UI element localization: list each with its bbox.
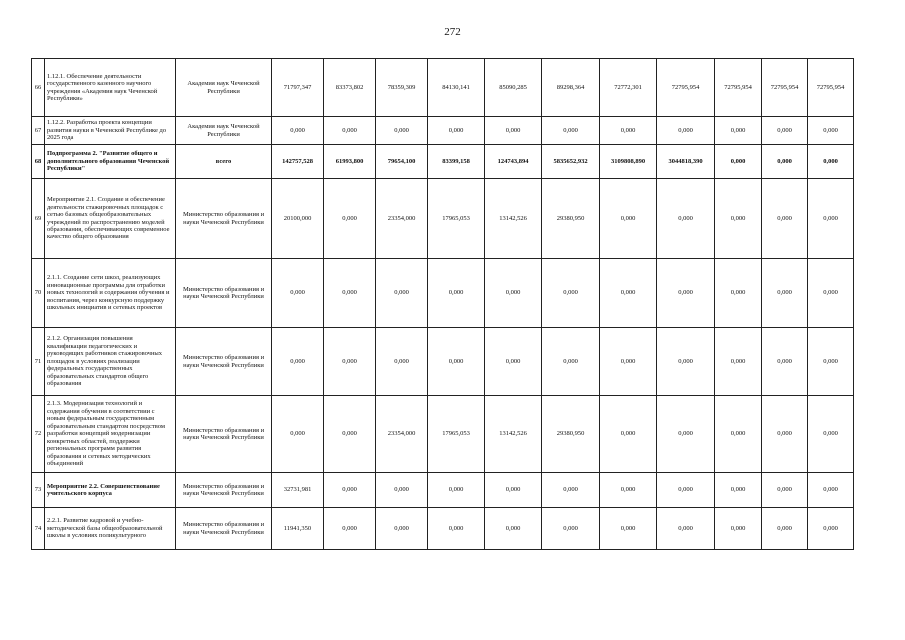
activity-name: Подпрограмма 2. "Развитие общего и дополнительного образования Чеченской Республики" bbox=[45, 145, 176, 179]
funding-value: 0,000 bbox=[376, 328, 428, 396]
funding-value: 0,000 bbox=[762, 396, 808, 473]
funding-value: 23354,000 bbox=[376, 179, 428, 259]
funding-value: 0,000 bbox=[272, 259, 324, 328]
funding-value: 0,000 bbox=[542, 259, 600, 328]
funding-value: 0,000 bbox=[324, 259, 376, 328]
funding-value: 0,000 bbox=[376, 473, 428, 508]
funding-value: 0,000 bbox=[428, 328, 485, 396]
funding-value: 0,000 bbox=[715, 473, 762, 508]
executor: Министерство образования и науки Чеченской Республики bbox=[176, 179, 272, 259]
activity-name: Мероприятие 2.1. Создание и обеспечение деятельности стажировочных площадок с сетью базовых общеобразовательных учреждений по распространению моделей образования, обеспечивающих современное качество общего образования bbox=[45, 179, 176, 259]
executor: Министерство образования и науки Чеченской Республики bbox=[176, 396, 272, 473]
funding-value: 29380,950 bbox=[542, 396, 600, 473]
executor: Академия наук Чеченской Республики bbox=[176, 59, 272, 117]
funding-value: 0,000 bbox=[808, 508, 854, 550]
activity-name: 1.12.2. Разработка проекта концепции развития науки в Чеченской Республике до 2025 года bbox=[45, 117, 176, 145]
funding-value: 72772,301 bbox=[600, 59, 657, 117]
funding-value: 17965,053 bbox=[428, 179, 485, 259]
funding-value: 0,000 bbox=[762, 508, 808, 550]
row-number: 67 bbox=[32, 117, 45, 145]
row-number: 68 bbox=[32, 145, 45, 179]
funding-value: 0,000 bbox=[657, 473, 715, 508]
funding-value: 0,000 bbox=[485, 328, 542, 396]
row-number: 72 bbox=[32, 396, 45, 473]
funding-value: 3044818,390 bbox=[657, 145, 715, 179]
funding-value: 11941,350 bbox=[272, 508, 324, 550]
funding-value: 142757,528 bbox=[272, 145, 324, 179]
funding-value: 0,000 bbox=[428, 117, 485, 145]
executor: Министерство образования и науки Чеченской Республики bbox=[176, 259, 272, 328]
executor: Министерство образования и науки Чеченской Республики bbox=[176, 508, 272, 550]
row-number: 73 bbox=[32, 473, 45, 508]
funding-value: 0,000 bbox=[600, 396, 657, 473]
funding-value: 0,000 bbox=[657, 508, 715, 550]
funding-value: 0,000 bbox=[542, 328, 600, 396]
funding-value: 0,000 bbox=[657, 259, 715, 328]
funding-value: 0,000 bbox=[762, 117, 808, 145]
funding-value: 83399,158 bbox=[428, 145, 485, 179]
funding-value: 29380,950 bbox=[542, 179, 600, 259]
funding-value: 0,000 bbox=[657, 328, 715, 396]
activity-name: Мероприятие 2.2. Совершенствование учительского корпуса bbox=[45, 473, 176, 508]
funding-value: 0,000 bbox=[376, 259, 428, 328]
funding-value: 0,000 bbox=[324, 328, 376, 396]
funding-value: 0,000 bbox=[324, 396, 376, 473]
funding-value: 71797,347 bbox=[272, 59, 324, 117]
executor: Академия наук Чеченской Республики bbox=[176, 117, 272, 145]
funding-value: 0,000 bbox=[485, 259, 542, 328]
funding-value: 0,000 bbox=[600, 473, 657, 508]
funding-value: 0,000 bbox=[428, 259, 485, 328]
funding-value: 0,000 bbox=[762, 328, 808, 396]
row-number: 71 bbox=[32, 328, 45, 396]
funding-value: 0,000 bbox=[600, 179, 657, 259]
funding-value: 0,000 bbox=[324, 117, 376, 145]
funding-value: 0,000 bbox=[715, 145, 762, 179]
funding-value: 0,000 bbox=[657, 396, 715, 473]
funding-value: 0,000 bbox=[428, 508, 485, 550]
row-number: 70 bbox=[32, 259, 45, 328]
activity-name: 2.1.2. Организация повышения квалификации педагогических и руководящих работников стажировочных площадок в условиях реализации федеральных государственных образовательных стандартов общего образования bbox=[45, 328, 176, 396]
funding-value: 72795,954 bbox=[657, 59, 715, 117]
funding-value: 0,000 bbox=[324, 179, 376, 259]
funding-value: 0,000 bbox=[324, 508, 376, 550]
funding-value: 0,000 bbox=[808, 259, 854, 328]
funding-value: 0,000 bbox=[657, 179, 715, 259]
activity-name: 2.1.1. Создание сети школ, реализующих инновационные программы для отработки новых технологий и содержания обучения и воспитания, через конкурсную поддержку школьных инициатив и сетевых проектов bbox=[45, 259, 176, 328]
table-row bbox=[32, 508, 854, 550]
table-row bbox=[32, 396, 854, 473]
funding-value: 0,000 bbox=[376, 117, 428, 145]
funding-value: 0,000 bbox=[376, 508, 428, 550]
funding-value: 0,000 bbox=[600, 508, 657, 550]
funding-value: 0,000 bbox=[808, 179, 854, 259]
table-row bbox=[32, 59, 854, 117]
budget-table bbox=[31, 58, 854, 550]
page-number: 272 bbox=[444, 26, 461, 38]
funding-value: 85090,285 bbox=[485, 59, 542, 117]
funding-value: 84130,141 bbox=[428, 59, 485, 117]
funding-value: 0,000 bbox=[808, 328, 854, 396]
funding-value: 0,000 bbox=[272, 396, 324, 473]
funding-value: 0,000 bbox=[715, 259, 762, 328]
funding-value: 0,000 bbox=[762, 473, 808, 508]
funding-value: 0,000 bbox=[600, 259, 657, 328]
table-row bbox=[32, 145, 854, 179]
funding-value: 0,000 bbox=[485, 508, 542, 550]
funding-value: 0,000 bbox=[808, 117, 854, 145]
funding-value: 0,000 bbox=[542, 117, 600, 145]
funding-value: 72795,954 bbox=[808, 59, 854, 117]
funding-value: 61993,800 bbox=[324, 145, 376, 179]
funding-value: 89298,364 bbox=[542, 59, 600, 117]
funding-value: 0,000 bbox=[542, 508, 600, 550]
executor: Министерство образования и науки Чеченской Республики bbox=[176, 328, 272, 396]
funding-value: 0,000 bbox=[808, 145, 854, 179]
funding-value: 23354,000 bbox=[376, 396, 428, 473]
table-row bbox=[32, 473, 854, 508]
table-row bbox=[32, 328, 854, 396]
funding-value: 0,000 bbox=[715, 508, 762, 550]
funding-value: 0,000 bbox=[715, 117, 762, 145]
funding-value: 0,000 bbox=[272, 328, 324, 396]
funding-value: 20100,000 bbox=[272, 179, 324, 259]
funding-value: 72795,954 bbox=[762, 59, 808, 117]
row-number: 66 bbox=[32, 59, 45, 117]
funding-value: 0,000 bbox=[715, 179, 762, 259]
funding-value: 0,000 bbox=[808, 473, 854, 508]
funding-value: 79654,100 bbox=[376, 145, 428, 179]
funding-value: 124743,894 bbox=[485, 145, 542, 179]
funding-value: 83373,802 bbox=[324, 59, 376, 117]
funding-value: 0,000 bbox=[485, 117, 542, 145]
funding-value: 3109808,890 bbox=[600, 145, 657, 179]
row-number: 69 bbox=[32, 179, 45, 259]
funding-value: 13142,526 bbox=[485, 396, 542, 473]
activity-name: 1.12.1. Обеспечение деятельности государственного казенного научного учреждения «Академия наук Чеченской Республики» bbox=[45, 59, 176, 117]
funding-value: 0,000 bbox=[808, 396, 854, 473]
executor: всего bbox=[176, 145, 272, 179]
table-row bbox=[32, 117, 854, 145]
funding-value: 13142,526 bbox=[485, 179, 542, 259]
funding-value: 0,000 bbox=[657, 117, 715, 145]
funding-value: 32731,981 bbox=[272, 473, 324, 508]
funding-value: 0,000 bbox=[762, 179, 808, 259]
funding-value: 17965,053 bbox=[428, 396, 485, 473]
row-number: 74 bbox=[32, 508, 45, 550]
funding-value: 0,000 bbox=[542, 473, 600, 508]
activity-name: 2.2.1. Развитие кадровой и учебно-методической базы общеобразовательной школы в условиях поликультурного bbox=[45, 508, 176, 550]
funding-value: 0,000 bbox=[762, 259, 808, 328]
funding-value: 72795,954 bbox=[715, 59, 762, 117]
funding-value: 0,000 bbox=[762, 145, 808, 179]
table-row bbox=[32, 259, 854, 328]
funding-value: 5835652,932 bbox=[542, 145, 600, 179]
funding-value: 0,000 bbox=[600, 117, 657, 145]
funding-value: 0,000 bbox=[485, 473, 542, 508]
funding-value: 0,000 bbox=[600, 328, 657, 396]
funding-value: 78359,309 bbox=[376, 59, 428, 117]
funding-value: 0,000 bbox=[715, 328, 762, 396]
table-row bbox=[32, 179, 854, 259]
funding-value: 0,000 bbox=[428, 473, 485, 508]
funding-value: 0,000 bbox=[272, 117, 324, 145]
funding-value: 0,000 bbox=[715, 396, 762, 473]
activity-name: 2.1.3. Модернизация технологий и содержания обучения в соответствии с новым федеральным государственным образовательным стандартом посредством разработки концепций модернизации конкретных областей, поддержки региональных программ развития образования и сетевых методических объединений bbox=[45, 396, 176, 473]
executor: Министерство образования и науки Чеченской Республики bbox=[176, 473, 272, 508]
funding-value: 0,000 bbox=[324, 473, 376, 508]
